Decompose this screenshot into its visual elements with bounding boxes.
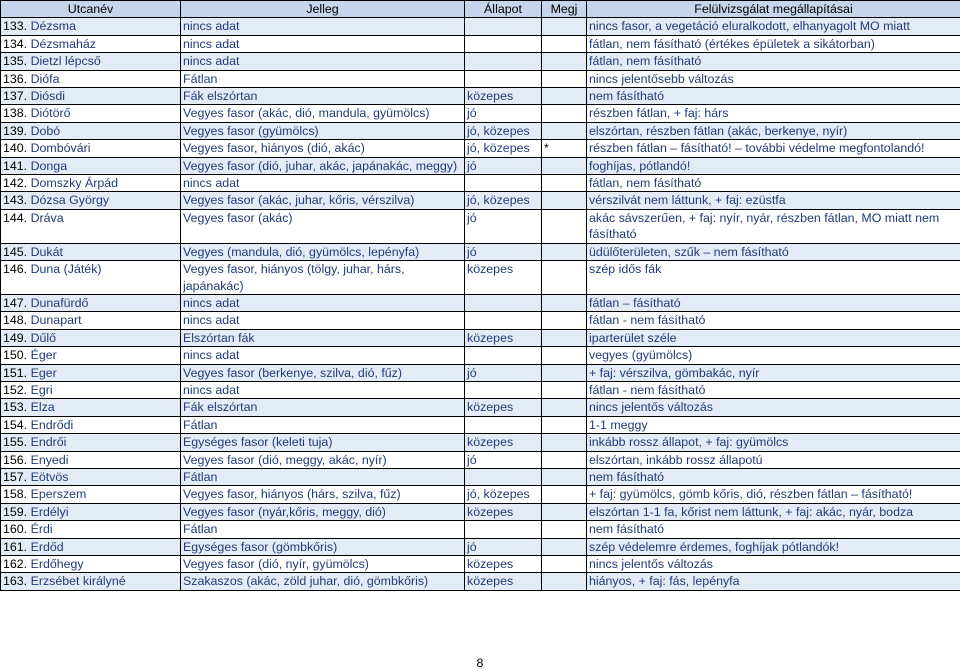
allapot-cell bbox=[465, 347, 542, 364]
street-name: Érdi bbox=[30, 522, 53, 537]
megj-cell bbox=[542, 556, 587, 573]
felulvizsgalat-cell: vérszilvát nem láttunk, + faj: ezüstfa bbox=[587, 192, 960, 209]
row-number: 159. bbox=[3, 504, 28, 519]
row-number: 162. bbox=[3, 557, 28, 571]
table-row bbox=[1, 175, 960, 192]
table-row bbox=[1, 329, 960, 346]
jelleg-cell: Vegyes fasor (dió, juhar, akác, japánakác, meggy) bbox=[181, 157, 465, 174]
street-name-cell bbox=[1, 122, 181, 139]
page-number: 8 bbox=[476, 656, 484, 670]
header-utcanev: Utcanév bbox=[1, 1, 181, 18]
street-name-cell bbox=[1, 53, 181, 70]
felulvizsgalat-cell: nem fásítható bbox=[587, 521, 960, 538]
jelleg-cell: nincs adat bbox=[181, 381, 465, 398]
street-name: Duna (Játék) bbox=[30, 262, 102, 277]
felulvizsgalat-cell: nincs jelentős változás bbox=[587, 556, 960, 573]
table-row bbox=[1, 18, 960, 35]
street-name-cell bbox=[1, 364, 181, 381]
felulvizsgalat-cell: fátlan, nem fásítható bbox=[587, 53, 960, 70]
street-name-cell bbox=[1, 329, 181, 346]
row-number: 148. bbox=[3, 313, 28, 328]
felulvizsgalat-cell: elszórtan, inkább rossz állapotú bbox=[587, 451, 960, 468]
table-row bbox=[1, 88, 960, 105]
jelleg-cell: Vegyes fasor, hiányos (tölgy, juhar, hárs, japánakác) bbox=[181, 261, 465, 295]
megj-cell bbox=[542, 35, 587, 52]
table-row bbox=[1, 261, 960, 295]
jelleg-cell: Fátlan bbox=[181, 521, 465, 538]
jelleg-cell: nincs adat bbox=[181, 294, 465, 311]
jelleg-cell: nincs adat bbox=[181, 35, 465, 52]
felulvizsgalat-cell: nincs jelentős változás bbox=[587, 399, 960, 416]
street-name-cell bbox=[1, 381, 181, 398]
street-name-cell bbox=[1, 209, 181, 243]
allapot-cell: közepes bbox=[465, 261, 542, 295]
table-row bbox=[1, 381, 960, 398]
allapot-cell bbox=[465, 70, 542, 87]
street-name: Dietzl lépcső bbox=[30, 54, 101, 69]
street-name-cell bbox=[1, 556, 181, 573]
allapot-cell bbox=[465, 312, 542, 329]
row-number: 146. bbox=[3, 262, 28, 277]
jelleg-cell: Vegyes (mandula, dió, gyümölcs, lepényfa) bbox=[181, 243, 465, 260]
megj-cell bbox=[542, 434, 587, 451]
jelleg-cell: Vegyes fasor (berkenye, szilva, dió, fűz) bbox=[181, 364, 465, 381]
megj-cell bbox=[542, 381, 587, 398]
megj-cell bbox=[542, 175, 587, 192]
row-number: 149. bbox=[3, 330, 28, 345]
header-allapot: Állapot bbox=[465, 1, 542, 18]
header-megj: Megj bbox=[542, 1, 587, 18]
allapot-cell: közepes bbox=[465, 556, 542, 573]
row-number: 143. bbox=[3, 193, 28, 208]
jelleg-cell: Elszórtan fák bbox=[181, 329, 465, 346]
row-number: 151. bbox=[3, 365, 28, 380]
header-felulvizsgalat: Felülvizsgálat megállapításai bbox=[587, 1, 960, 18]
jelleg-cell: Szakaszos (akác, zöld juhar, dió, gömbkőris) bbox=[181, 573, 465, 590]
row-number: 155. bbox=[3, 435, 28, 450]
street-name: Dézsmaház bbox=[30, 36, 96, 51]
table-header-row bbox=[1, 1, 960, 18]
table-row bbox=[1, 503, 960, 520]
megj-cell bbox=[542, 105, 587, 122]
table-row bbox=[1, 451, 960, 468]
row-number: 156. bbox=[3, 452, 28, 467]
megj-cell bbox=[542, 261, 587, 295]
allapot-cell bbox=[465, 18, 542, 35]
megj-cell bbox=[542, 399, 587, 416]
street-name: Diótörő bbox=[30, 106, 71, 121]
megj-cell: * bbox=[542, 140, 587, 157]
allapot-cell: közepes bbox=[465, 88, 542, 105]
street-name-cell bbox=[1, 416, 181, 433]
megj-cell bbox=[542, 329, 587, 346]
street-name: Dunapart bbox=[30, 313, 82, 328]
row-number: 141. bbox=[3, 158, 28, 173]
megj-cell bbox=[542, 18, 587, 35]
street-name: Dózsa György bbox=[30, 193, 110, 208]
row-number: 158. bbox=[3, 487, 28, 502]
jelleg-cell: Vegyes fasor (gyümölcs) bbox=[181, 122, 465, 139]
street-name-cell bbox=[1, 35, 181, 52]
row-number: 154. bbox=[3, 417, 28, 432]
street-name-cell bbox=[1, 451, 181, 468]
row-number: 136. bbox=[3, 71, 28, 86]
allapot-cell: jó bbox=[465, 451, 542, 468]
jelleg-cell: Vegyes fasor (akác) bbox=[181, 209, 465, 243]
row-number: 134. bbox=[3, 36, 28, 51]
street-name-cell bbox=[1, 105, 181, 122]
allapot-cell bbox=[465, 294, 542, 311]
street-name-cell bbox=[1, 70, 181, 87]
table-row bbox=[1, 122, 960, 139]
street-name-cell bbox=[1, 294, 181, 311]
felulvizsgalat-cell: nem fásítható bbox=[587, 88, 960, 105]
street-name: Enyedi bbox=[30, 452, 69, 467]
row-number: 138. bbox=[3, 106, 28, 121]
allapot-cell: jó, közepes bbox=[465, 192, 542, 209]
row-number: 137. bbox=[3, 89, 28, 104]
jelleg-cell: Vegyes fasor (dió, nyír, gyümölcs) bbox=[181, 556, 465, 573]
allapot-cell: jó, közepes bbox=[465, 486, 542, 503]
megj-cell bbox=[542, 53, 587, 70]
megj-cell bbox=[542, 521, 587, 538]
table-row bbox=[1, 347, 960, 364]
felulvizsgalat-cell: nincs fasor, a vegetáció eluralkodott, elhanyagolt MO miatt bbox=[587, 18, 960, 35]
table-row bbox=[1, 486, 960, 503]
jelleg-cell: Egységes fasor (keleti tuja) bbox=[181, 434, 465, 451]
table-row bbox=[1, 364, 960, 381]
row-number: 153. bbox=[3, 400, 28, 415]
megj-cell bbox=[542, 157, 587, 174]
allapot-cell bbox=[465, 521, 542, 538]
street-name: Diósdi bbox=[30, 89, 66, 104]
table-row bbox=[1, 312, 960, 329]
jelleg-cell: Fátlan bbox=[181, 468, 465, 485]
felulvizsgalat-cell: akác sávszerűen, + faj: nyír, nyár, részben fátlan, MO miatt nem fásítható bbox=[587, 209, 960, 243]
table-row bbox=[1, 243, 960, 260]
jelleg-cell: Vegyes fasor, hiányos (dió, akác) bbox=[181, 140, 465, 157]
felulvizsgalat-cell: fátlan – fásítható bbox=[587, 294, 960, 311]
felulvizsgalat-cell: inkább rossz állapot, + faj: gyümölcs bbox=[587, 434, 960, 451]
allapot-cell: közepes bbox=[465, 434, 542, 451]
street-name-cell bbox=[1, 434, 181, 451]
felulvizsgalat-cell: fátlan, nem fásítható (értékes épületek a sikátorban) bbox=[587, 35, 960, 52]
row-number: 150. bbox=[3, 348, 28, 363]
jelleg-cell: Vegyes fasor (dió, meggy, akác, nyír) bbox=[181, 451, 465, 468]
street-name: Dunafürdő bbox=[30, 295, 89, 310]
row-number: 160. bbox=[3, 522, 28, 537]
street-name-cell bbox=[1, 312, 181, 329]
felulvizsgalat-cell: szép idős fák bbox=[587, 261, 960, 295]
allapot-cell: közepes bbox=[465, 573, 542, 590]
row-number: 145. bbox=[3, 244, 28, 259]
felulvizsgalat-cell: fátlan, nem fásítható bbox=[587, 175, 960, 192]
jelleg-cell: Vegyes fasor (nyár,kőris, meggy, dió) bbox=[181, 503, 465, 520]
table-row bbox=[1, 468, 960, 485]
street-name: Eötvös bbox=[30, 469, 69, 484]
megj-cell bbox=[542, 538, 587, 555]
street-name: Dráva bbox=[30, 210, 64, 225]
street-name-cell bbox=[1, 468, 181, 485]
felulvizsgalat-cell: részben fátlan, + faj: hárs bbox=[587, 105, 960, 122]
table-row bbox=[1, 573, 960, 590]
table-row bbox=[1, 294, 960, 311]
felulvizsgalat-cell: + faj: gyümölcs, gömb kőris, dió, részben fátlan – fásítható! bbox=[587, 486, 960, 503]
street-name: Eger bbox=[30, 365, 57, 380]
street-name: Erdőhegy bbox=[30, 557, 84, 571]
row-number: 163. bbox=[3, 574, 28, 589]
street-name: Dézsma bbox=[30, 19, 77, 34]
allapot-cell: jó, közepes bbox=[465, 140, 542, 157]
table-row bbox=[1, 399, 960, 416]
megj-cell bbox=[542, 209, 587, 243]
allapot-cell: jó bbox=[465, 538, 542, 555]
table-row bbox=[1, 140, 960, 157]
megj-cell bbox=[542, 243, 587, 260]
table-row bbox=[1, 105, 960, 122]
allapot-cell: jó bbox=[465, 243, 542, 260]
megj-cell bbox=[542, 122, 587, 139]
row-number: 140. bbox=[3, 141, 28, 156]
felulvizsgalat-cell: szép védelemre érdemes, foghíjak pótlandók! bbox=[587, 538, 960, 555]
megj-cell bbox=[542, 294, 587, 311]
row-number: 133. bbox=[3, 19, 28, 34]
felulvizsgalat-cell: üdülőterületen, szűk – nem fásítható bbox=[587, 243, 960, 260]
jelleg-cell: nincs adat bbox=[181, 53, 465, 70]
jelleg-cell: nincs adat bbox=[181, 312, 465, 329]
allapot-cell: közepes bbox=[465, 399, 542, 416]
felulvizsgalat-cell: elszórtan 1-1 fa, kőrist nem láttunk, + faj: akác, nyár, bodza bbox=[587, 503, 960, 520]
street-name-cell bbox=[1, 88, 181, 105]
street-name: Endrődi bbox=[30, 417, 74, 432]
street-name-cell bbox=[1, 503, 181, 520]
allapot-cell: jó bbox=[465, 209, 542, 243]
allapot-cell: jó bbox=[465, 157, 542, 174]
felulvizsgalat-cell: nincs jelentősebb változás bbox=[587, 70, 960, 87]
megj-cell bbox=[542, 468, 587, 485]
street-name-cell bbox=[1, 157, 181, 174]
street-name-cell bbox=[1, 573, 181, 590]
street-name: Dombóvári bbox=[30, 141, 91, 156]
table-row bbox=[1, 556, 960, 573]
street-name: Diófa bbox=[30, 71, 60, 86]
table-row bbox=[1, 538, 960, 555]
header-jelleg: Jelleg bbox=[181, 1, 465, 18]
megj-cell bbox=[542, 312, 587, 329]
felulvizsgalat-cell: 1-1 meggy bbox=[587, 416, 960, 433]
table-row bbox=[1, 416, 960, 433]
street-name-cell bbox=[1, 192, 181, 209]
row-number: 157. bbox=[3, 469, 28, 484]
megj-cell bbox=[542, 451, 587, 468]
allapot-cell bbox=[465, 35, 542, 52]
megj-cell bbox=[542, 364, 587, 381]
felulvizsgalat-cell: foghíjas, pótlandó! bbox=[587, 157, 960, 174]
table-row bbox=[1, 192, 960, 209]
street-name: Eperszem bbox=[30, 487, 87, 502]
megj-cell bbox=[542, 573, 587, 590]
street-name: Endrői bbox=[30, 435, 67, 450]
allapot-cell: jó, közepes bbox=[465, 122, 542, 139]
jelleg-cell: Fák elszórtan bbox=[181, 399, 465, 416]
allapot-cell: jó bbox=[465, 364, 542, 381]
allapot-cell bbox=[465, 468, 542, 485]
street-name-cell bbox=[1, 538, 181, 555]
allapot-cell bbox=[465, 53, 542, 70]
felulvizsgalat-cell: fátlan - nem fásítható bbox=[587, 381, 960, 398]
megj-cell bbox=[542, 503, 587, 520]
street-name: Éger bbox=[30, 348, 57, 363]
street-name-cell bbox=[1, 399, 181, 416]
row-number: 135. bbox=[3, 54, 28, 69]
street-name: Egri bbox=[30, 382, 53, 397]
street-name: Dobó bbox=[30, 123, 61, 138]
felulvizsgalat-cell: iparterület széle bbox=[587, 329, 960, 346]
row-number: 139. bbox=[3, 123, 28, 138]
megj-cell bbox=[542, 486, 587, 503]
street-name: Erzsébet királyné bbox=[30, 574, 126, 589]
street-name: Donga bbox=[30, 158, 68, 173]
jelleg-cell: nincs adat bbox=[181, 175, 465, 192]
felulvizsgalat-cell: nem fásítható bbox=[587, 468, 960, 485]
table-row bbox=[1, 35, 960, 52]
felulvizsgalat-cell: fátlan - nem fásítható bbox=[587, 312, 960, 329]
allapot-cell: közepes bbox=[465, 503, 542, 520]
row-number: 161. bbox=[3, 539, 28, 554]
jelleg-cell: nincs adat bbox=[181, 18, 465, 35]
felulvizsgalat-cell: + faj: vérszilva, gömbakác, nyír bbox=[587, 364, 960, 381]
jelleg-cell: Fátlan bbox=[181, 416, 465, 433]
allapot-cell: jó bbox=[465, 105, 542, 122]
allapot-cell bbox=[465, 175, 542, 192]
row-number: 147. bbox=[3, 295, 28, 310]
street-name-cell bbox=[1, 347, 181, 364]
allapot-cell bbox=[465, 416, 542, 433]
street-name: Dűlő bbox=[30, 330, 57, 345]
street-name: Erdélyi bbox=[30, 504, 69, 519]
row-number: 142. bbox=[3, 176, 28, 191]
table-row bbox=[1, 434, 960, 451]
jelleg-cell: Vegyes fasor (akác, dió, mandula, gyümölcs) bbox=[181, 105, 465, 122]
megj-cell bbox=[542, 88, 587, 105]
megj-cell bbox=[542, 347, 587, 364]
street-name: Elza bbox=[30, 400, 55, 415]
allapot-cell bbox=[465, 381, 542, 398]
row-number: 152. bbox=[3, 382, 28, 397]
felulvizsgalat-cell: részben fátlan – fásítható! – további védelme megfontolandó! bbox=[587, 140, 960, 157]
street-name-cell bbox=[1, 175, 181, 192]
jelleg-cell: nincs adat bbox=[181, 347, 465, 364]
felulvizsgalat-cell: vegyes (gyümölcs) bbox=[587, 347, 960, 364]
street-name-cell bbox=[1, 140, 181, 157]
street-name-cell bbox=[1, 521, 181, 538]
felulvizsgalat-cell: hiányos, + faj: fás, lepényfa bbox=[587, 573, 960, 590]
jelleg-cell: Fátlan bbox=[181, 70, 465, 87]
row-number: 144. bbox=[3, 210, 28, 225]
street-name-cell bbox=[1, 243, 181, 260]
table-row bbox=[1, 70, 960, 87]
table-row bbox=[1, 53, 960, 70]
street-name-cell bbox=[1, 261, 181, 295]
megj-cell bbox=[542, 70, 587, 87]
table-row bbox=[1, 521, 960, 538]
jelleg-cell: Vegyes fasor, hiányos (hárs, szilva, fűz) bbox=[181, 486, 465, 503]
allapot-cell: közepes bbox=[465, 329, 542, 346]
felulvizsgalat-cell: elszórtan, részben fátlan (akác, berkenye, nyír) bbox=[587, 122, 960, 139]
street-name: Erdőd bbox=[30, 539, 64, 554]
jelleg-cell: Fák elszórtan bbox=[181, 88, 465, 105]
table-row bbox=[1, 209, 960, 243]
street-name-cell bbox=[1, 18, 181, 35]
jelleg-cell: Egységes fasor (gömbkőris) bbox=[181, 538, 465, 555]
jelleg-cell: Vegyes fasor (akác, juhar, kőris, vérszilva) bbox=[181, 192, 465, 209]
street-name-cell bbox=[1, 486, 181, 503]
street-name: Dukát bbox=[30, 244, 63, 259]
megj-cell bbox=[542, 192, 587, 209]
street-name: Domszky Árpád bbox=[30, 176, 119, 191]
table-row bbox=[1, 157, 960, 174]
megj-cell bbox=[542, 416, 587, 433]
